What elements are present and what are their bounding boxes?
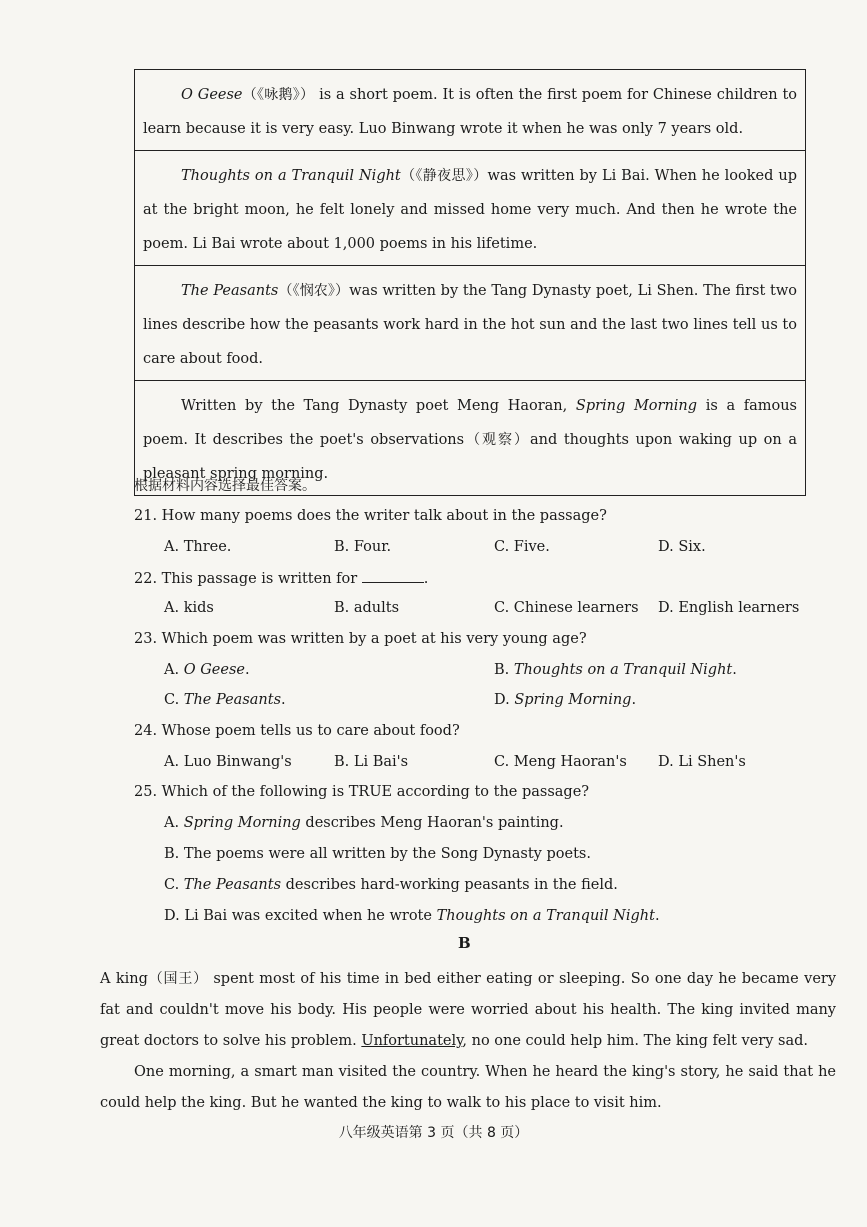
question-23: [134, 631, 587, 647]
page-footer: 八年级英语第 3 页（共 8 页）: [338, 1125, 529, 1141]
option-23-d[interactable]: [494, 692, 636, 708]
option-24-c[interactable]: C. Meng Haoran's: [494, 754, 627, 770]
option-text: describes hard-working peasants in the field.: [281, 877, 618, 893]
option-letter: D.: [164, 908, 185, 924]
para-text: , no one could help him. The king felt very sad.: [462, 1033, 809, 1049]
question-text: How many poems does the writer talk about in the passage?: [161, 508, 607, 524]
question-25: [134, 784, 589, 800]
question-21: [134, 508, 607, 524]
question-number: 24.: [134, 723, 158, 739]
question-text: Whose poem tells us to care about food?: [161, 723, 460, 739]
poem-title-cn: （《静夜思》）: [400, 168, 488, 184]
option-end: .: [732, 662, 737, 678]
poem-title: O Geese: [181, 87, 243, 103]
option-22-d[interactable]: D. English learners: [658, 600, 800, 616]
passage-text: and thoughts upon waking up on a pleasant spring morning.: [143, 432, 797, 482]
section-b-paragraph-1: [100, 964, 836, 1057]
option-21-d[interactable]: D. Six.: [658, 539, 706, 555]
question-number: 22.: [134, 571, 158, 587]
option-22-c[interactable]: C. Chinese learners: [494, 600, 639, 616]
question-text: Which poem was written by a poet at his very young age?: [161, 631, 587, 647]
passage-text: is a famous poem. It describes the poet's observations: [143, 398, 798, 448]
option-24-b[interactable]: B. Li Bai's: [334, 754, 409, 770]
passage-text: was written by Li Bai. When he looked up at the bright moon, he felt lonely and missed home very much. And then he wrote the poem. Li Bai wrote about 1,000 poems in his lifetime.: [143, 168, 797, 252]
passage-peasants: [135, 265, 805, 380]
option-title: Thoughts on a Tranquil Night: [436, 908, 655, 924]
option-text: Li Bai was excited when he wrote: [184, 908, 437, 924]
question-number: 25.: [134, 784, 158, 800]
poem-title-cn: （《咏鹅》）: [242, 87, 315, 103]
passage-text: was written by the Tang Dynasty poet, Li Shen. The first two lines describe how the peasants work hard in the hot sun and the last two lines tell us to care about food.: [143, 283, 797, 367]
option-25-a[interactable]: [164, 815, 564, 831]
option-end: .: [244, 662, 250, 678]
question-text: .: [423, 571, 429, 587]
option-24-d[interactable]: D. Li Shen's: [658, 754, 746, 770]
option-23-a[interactable]: [164, 662, 250, 678]
question-text: This passage is written for: [161, 571, 362, 587]
option-title: The Peasants: [183, 692, 282, 708]
poem-title: The Peasants: [181, 283, 279, 299]
option-24-a[interactable]: A. Luo Binwang's: [164, 754, 292, 770]
option-title: Spring Morning: [514, 692, 632, 708]
section-b-paragraph-2: One morning, a smart man visited the country. When he heard the king's story, he said that he could help the king. But he wanted the king to walk to his place to visit him.: [100, 1064, 836, 1111]
para-text: A king: [100, 971, 148, 987]
question-24: [134, 723, 460, 739]
option-21-c[interactable]: C. Five.: [494, 539, 550, 555]
option-21-a[interactable]: A. Three.: [164, 539, 232, 555]
note-cn: （国王）: [147, 971, 208, 987]
passage-o-geese: [135, 70, 805, 150]
option-25-b[interactable]: [164, 846, 591, 862]
option-22-a[interactable]: A. kids: [164, 600, 214, 616]
question-22: [134, 570, 428, 587]
question-number: 21.: [134, 508, 158, 524]
para-text: spent most of his time in bed either eating or sleeping. So one day he became very fat and couldn't move his body. His people were worried about his health. The king invited many great doctors to solve his problem.: [100, 971, 837, 1049]
passage-tranquil-night: [135, 150, 805, 265]
option-letter: D.: [494, 692, 515, 708]
instruction: 根据材料内容选择最佳答案。: [134, 478, 316, 494]
option-22-b[interactable]: B. adults: [334, 600, 400, 616]
option-text: The poems were all written by the Song Dynasty poets.: [183, 846, 591, 862]
poem-passage-table: [134, 69, 806, 496]
option-letter: A.: [164, 815, 184, 831]
option-text: describes Meng Haoran's painting.: [300, 815, 564, 831]
option-letter: B.: [494, 662, 514, 678]
option-title: O Geese: [183, 662, 245, 678]
option-23-b[interactable]: [494, 662, 737, 678]
note-cn: （观察）: [464, 432, 530, 448]
option-title: The Peasants: [183, 877, 282, 893]
option-end: .: [281, 692, 286, 708]
poem-title: Thoughts on a Tranquil Night: [181, 168, 401, 184]
answer-blank: [362, 570, 424, 583]
underlined-word: Unfortunately: [361, 1033, 463, 1049]
option-end: .: [654, 908, 660, 924]
option-25-d[interactable]: [164, 908, 660, 924]
question-number: 23.: [134, 631, 158, 647]
passage-text: Written by the Tang Dynasty poet Meng Haoran,: [181, 398, 576, 414]
option-letter: A.: [164, 662, 184, 678]
question-text: Which of the following is TRUE according to the passage?: [161, 784, 590, 800]
option-25-c[interactable]: [164, 877, 618, 893]
poem-title: Spring Morning: [575, 398, 698, 414]
option-letter: C.: [164, 692, 184, 708]
option-title: Thoughts on a Tranquil Night: [513, 662, 733, 678]
option-end: .: [631, 692, 637, 708]
option-letter: C.: [164, 877, 184, 893]
option-23-c[interactable]: [164, 692, 286, 708]
section-b-label: B: [458, 934, 471, 952]
option-letter: B.: [164, 846, 184, 862]
option-title: Spring Morning: [183, 815, 301, 831]
poem-title-cn: （《悯农》）: [278, 283, 350, 299]
passage-text: is a short poem. It is often the first poem for Chinese children to learn because it is very easy. Luo Binwang wrote it when he was only 7 years old.: [143, 87, 798, 137]
option-21-b[interactable]: B. Four.: [334, 539, 392, 555]
